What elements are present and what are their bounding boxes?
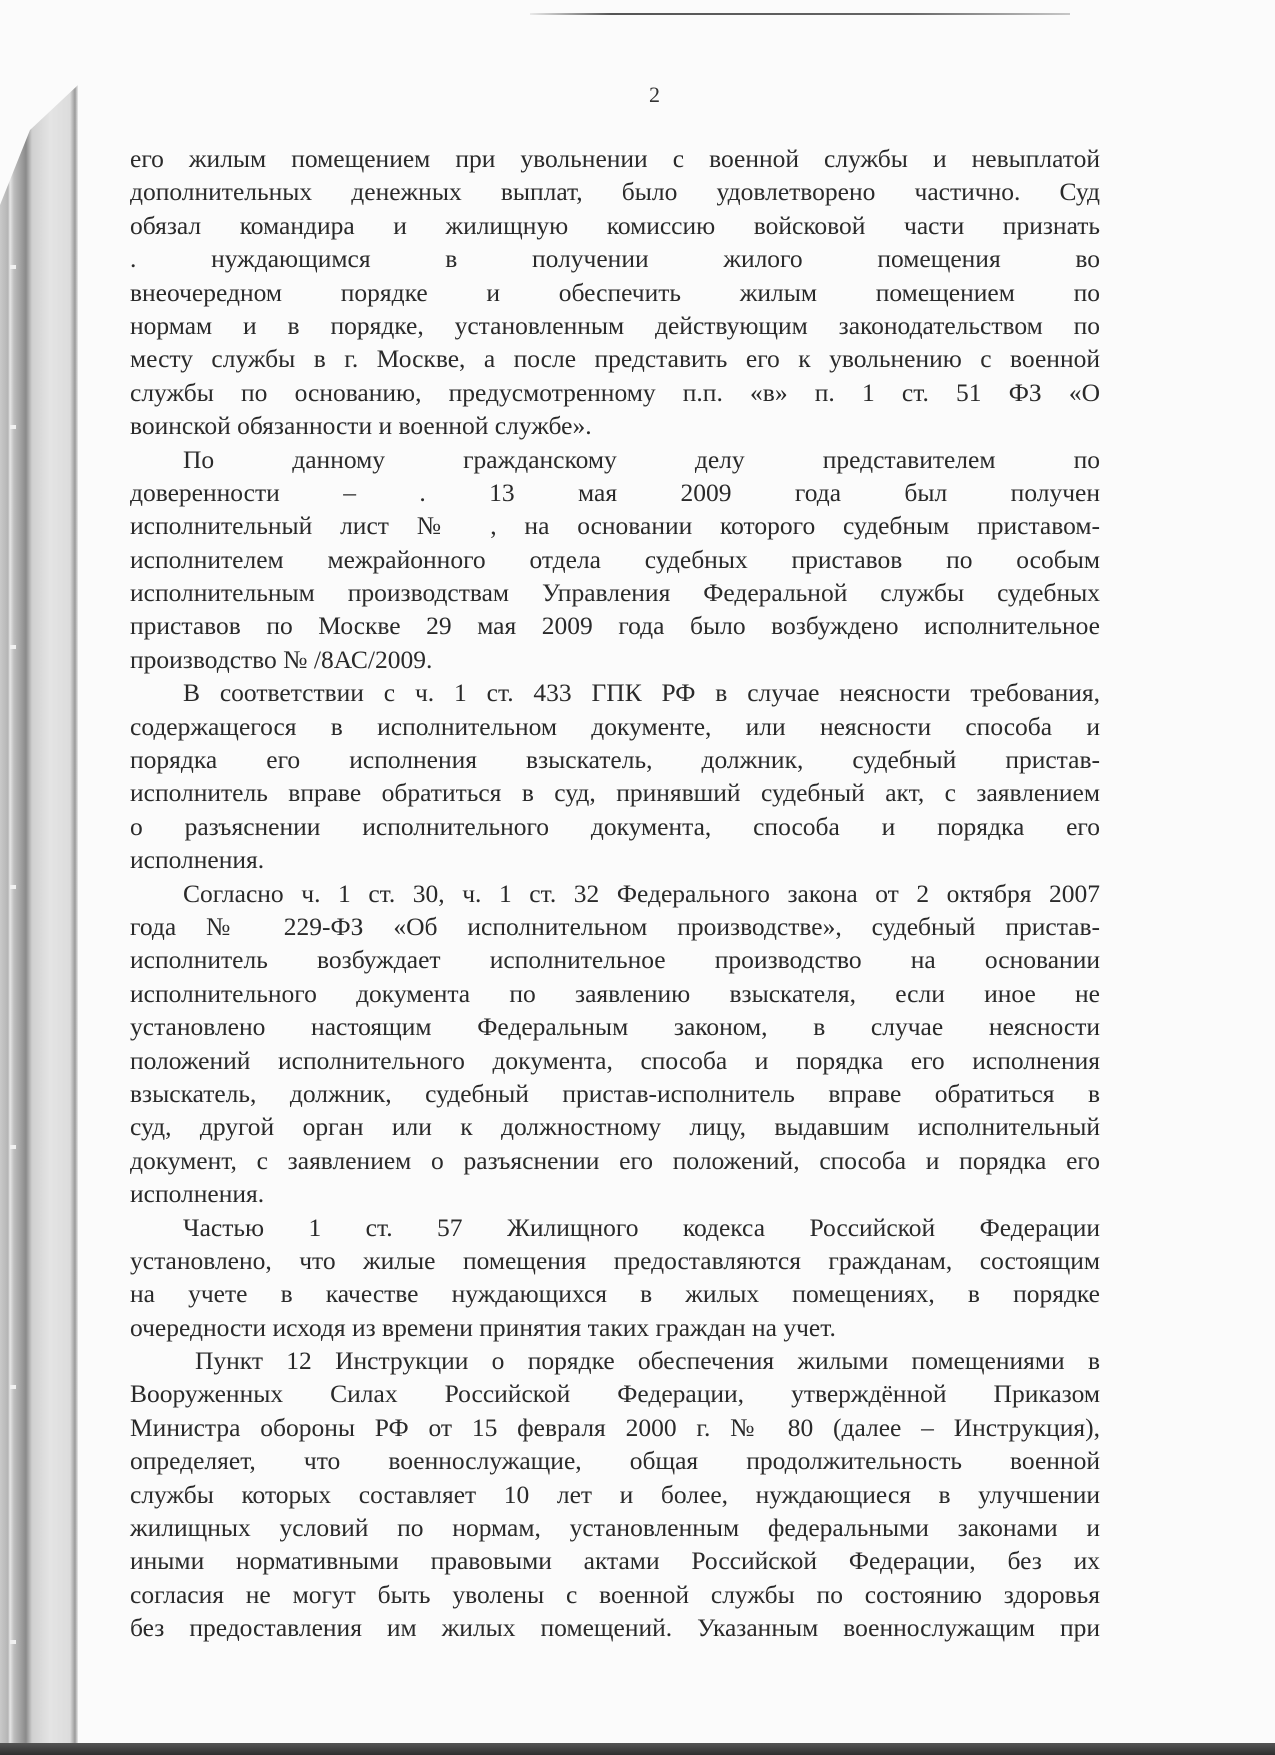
- text-line: приставов по Москве 29 мая 2009 года было возбуждено исполнительное: [130, 611, 1100, 641]
- text-line: службы по основанию, предусмотренному п.п. «в» п. 1 ст. 51 ФЗ «О: [130, 377, 1100, 407]
- binding-stitch: [10, 645, 16, 649]
- text-line: нормам и в порядке, установленным действующим законодательством по: [130, 310, 1100, 340]
- text-line: исполнения.: [130, 845, 265, 875]
- text-line: иными нормативными правовыми актами Российской Федерации, без их: [130, 1546, 1100, 1576]
- text-line: взыскатель, должник, судебный пристав-исполнитель вправе обратиться в: [130, 1078, 1100, 1108]
- scan-bottom-edge: [0, 1743, 1275, 1755]
- text-line: воинской обязанности и военной службе».: [130, 411, 592, 441]
- text-line: исполнения.: [130, 1179, 265, 1209]
- text-line: года № 229-ФЗ «Об исполнительном производстве», судебный пристав-: [130, 911, 1100, 941]
- text-line: . нуждающимся в получении жилого помещения во: [130, 244, 1100, 274]
- scan-artifact-top-line: [530, 13, 1070, 15]
- paragraph-court-decision: [130, 142, 1100, 443]
- text-line: его жилым помещением при увольнении с военной службы и невыплатой: [130, 144, 1100, 173]
- page-number: 2: [649, 82, 660, 107]
- text-line: Министра обороны РФ от 15 февраля 2000 г. № 80 (далее – Инструкция),: [130, 1412, 1100, 1442]
- text-line: о разъяснении исполнительного документа, способа и порядка его: [130, 811, 1100, 841]
- binding-stitch: [10, 1385, 16, 1389]
- paragraph-instruction-12: [130, 1344, 1100, 1645]
- text-line: жилищных условий по нормам, установленным федеральными законами и: [130, 1513, 1100, 1543]
- text-line: исполнительного документа по заявлению взыскателя, если иное не: [130, 978, 1100, 1008]
- text-line: исполнительным производствам Управления Федеральной службы судебных: [130, 578, 1100, 608]
- text-line: Вооруженных Силах Российской Федерации, утверждённой Приказом: [130, 1379, 1100, 1409]
- text-line: производство № /8АС/2009.: [130, 644, 433, 674]
- text-line: внеочередном порядке и обеспечить жилым помещением по: [130, 277, 1100, 307]
- text-line: исполнительный лист № , на основании которого судебным приставом-: [130, 511, 1100, 541]
- paragraph-federal-law-229: [130, 877, 1100, 1211]
- text-line: доверенности – . 13 мая 2009 года был получен: [130, 477, 1100, 507]
- text-line: В соответствии с ч. 1 ст. 433 ГПК РФ в случае неясности требования,: [183, 678, 1100, 708]
- text-line: определяет, что военнослужащие, общая продолжительность военной: [130, 1446, 1100, 1476]
- text-line: очередности исходя из времени принятия таких граждан на учет.: [130, 1312, 836, 1342]
- text-line: исполнитель возбуждает исполнительное производство на основании: [130, 945, 1100, 975]
- text-line: положений исполнительного документа, способа и порядка его исполнения: [130, 1045, 1100, 1075]
- text-line: Пункт 12 Инструкции о порядке обеспечения жилыми помещениями в: [195, 1346, 1100, 1376]
- text-line: обязал командира и жилищную комиссию войсковой части признать: [130, 210, 1100, 240]
- text-line: По данному гражданскому делу представителем по: [183, 444, 1100, 474]
- document-body: [130, 142, 1100, 1645]
- binding-stitch: [10, 885, 16, 889]
- paragraph-housing-code-57: [130, 1211, 1100, 1345]
- binding-stitch: [10, 1640, 16, 1644]
- text-line: установлено, что жилые помещения предоставляются гражданам, состоящим: [130, 1245, 1100, 1275]
- text-line: установлено настоящим Федеральным законом, в случае неясности: [130, 1012, 1100, 1042]
- binding-stitch: [10, 265, 16, 269]
- text-line: документ, с заявлением о разъяснении его положений, способа и порядка его: [130, 1145, 1100, 1175]
- text-line: содержащегося в исполнительном документе, или неясности способа и: [130, 711, 1100, 741]
- document-binding-edge: [0, 85, 78, 1745]
- text-line: Согласно ч. 1 ст. 30, ч. 1 ст. 32 Федерального закона от 2 октября 2007: [183, 878, 1100, 908]
- text-line: исполнителем межрайонного отдела судебных приставов по особым: [130, 544, 1100, 574]
- binding-stitch: [10, 1145, 16, 1149]
- text-line: месту службы в г. Москве, а после представить его к увольнению с военной: [130, 344, 1100, 374]
- text-line: дополнительных денежных выплат, было удовлетворено частично. Суд: [130, 177, 1100, 207]
- text-line: порядка его исполнения взыскатель, должник, судебный пристав-: [130, 745, 1100, 775]
- binding-stitch: [10, 425, 16, 429]
- text-line: исполнитель вправе обратиться в суд, принявший судебный акт, с заявлением: [130, 778, 1100, 808]
- text-line: суд, другой орган или к должностному лицу, выдавшим исполнительный: [130, 1112, 1100, 1142]
- text-line: на учете в качестве нуждающихся в жилых помещениях, в порядке: [130, 1279, 1100, 1309]
- text-line: без предоставления им жилых помещений. Указанным военнослужащим при: [130, 1613, 1100, 1643]
- paragraph-gpk-433: [130, 676, 1100, 876]
- paragraph-enforcement-writ: [130, 443, 1100, 677]
- text-line: Частью 1 ст. 57 Жилищного кодекса Российской Федерации: [183, 1212, 1100, 1242]
- text-line: согласия не могут быть уволены с военной службы по состоянию здоровья: [130, 1579, 1100, 1609]
- text-line: службы которых составляет 10 лет и более, нуждающиеся в улучшении: [130, 1479, 1100, 1509]
